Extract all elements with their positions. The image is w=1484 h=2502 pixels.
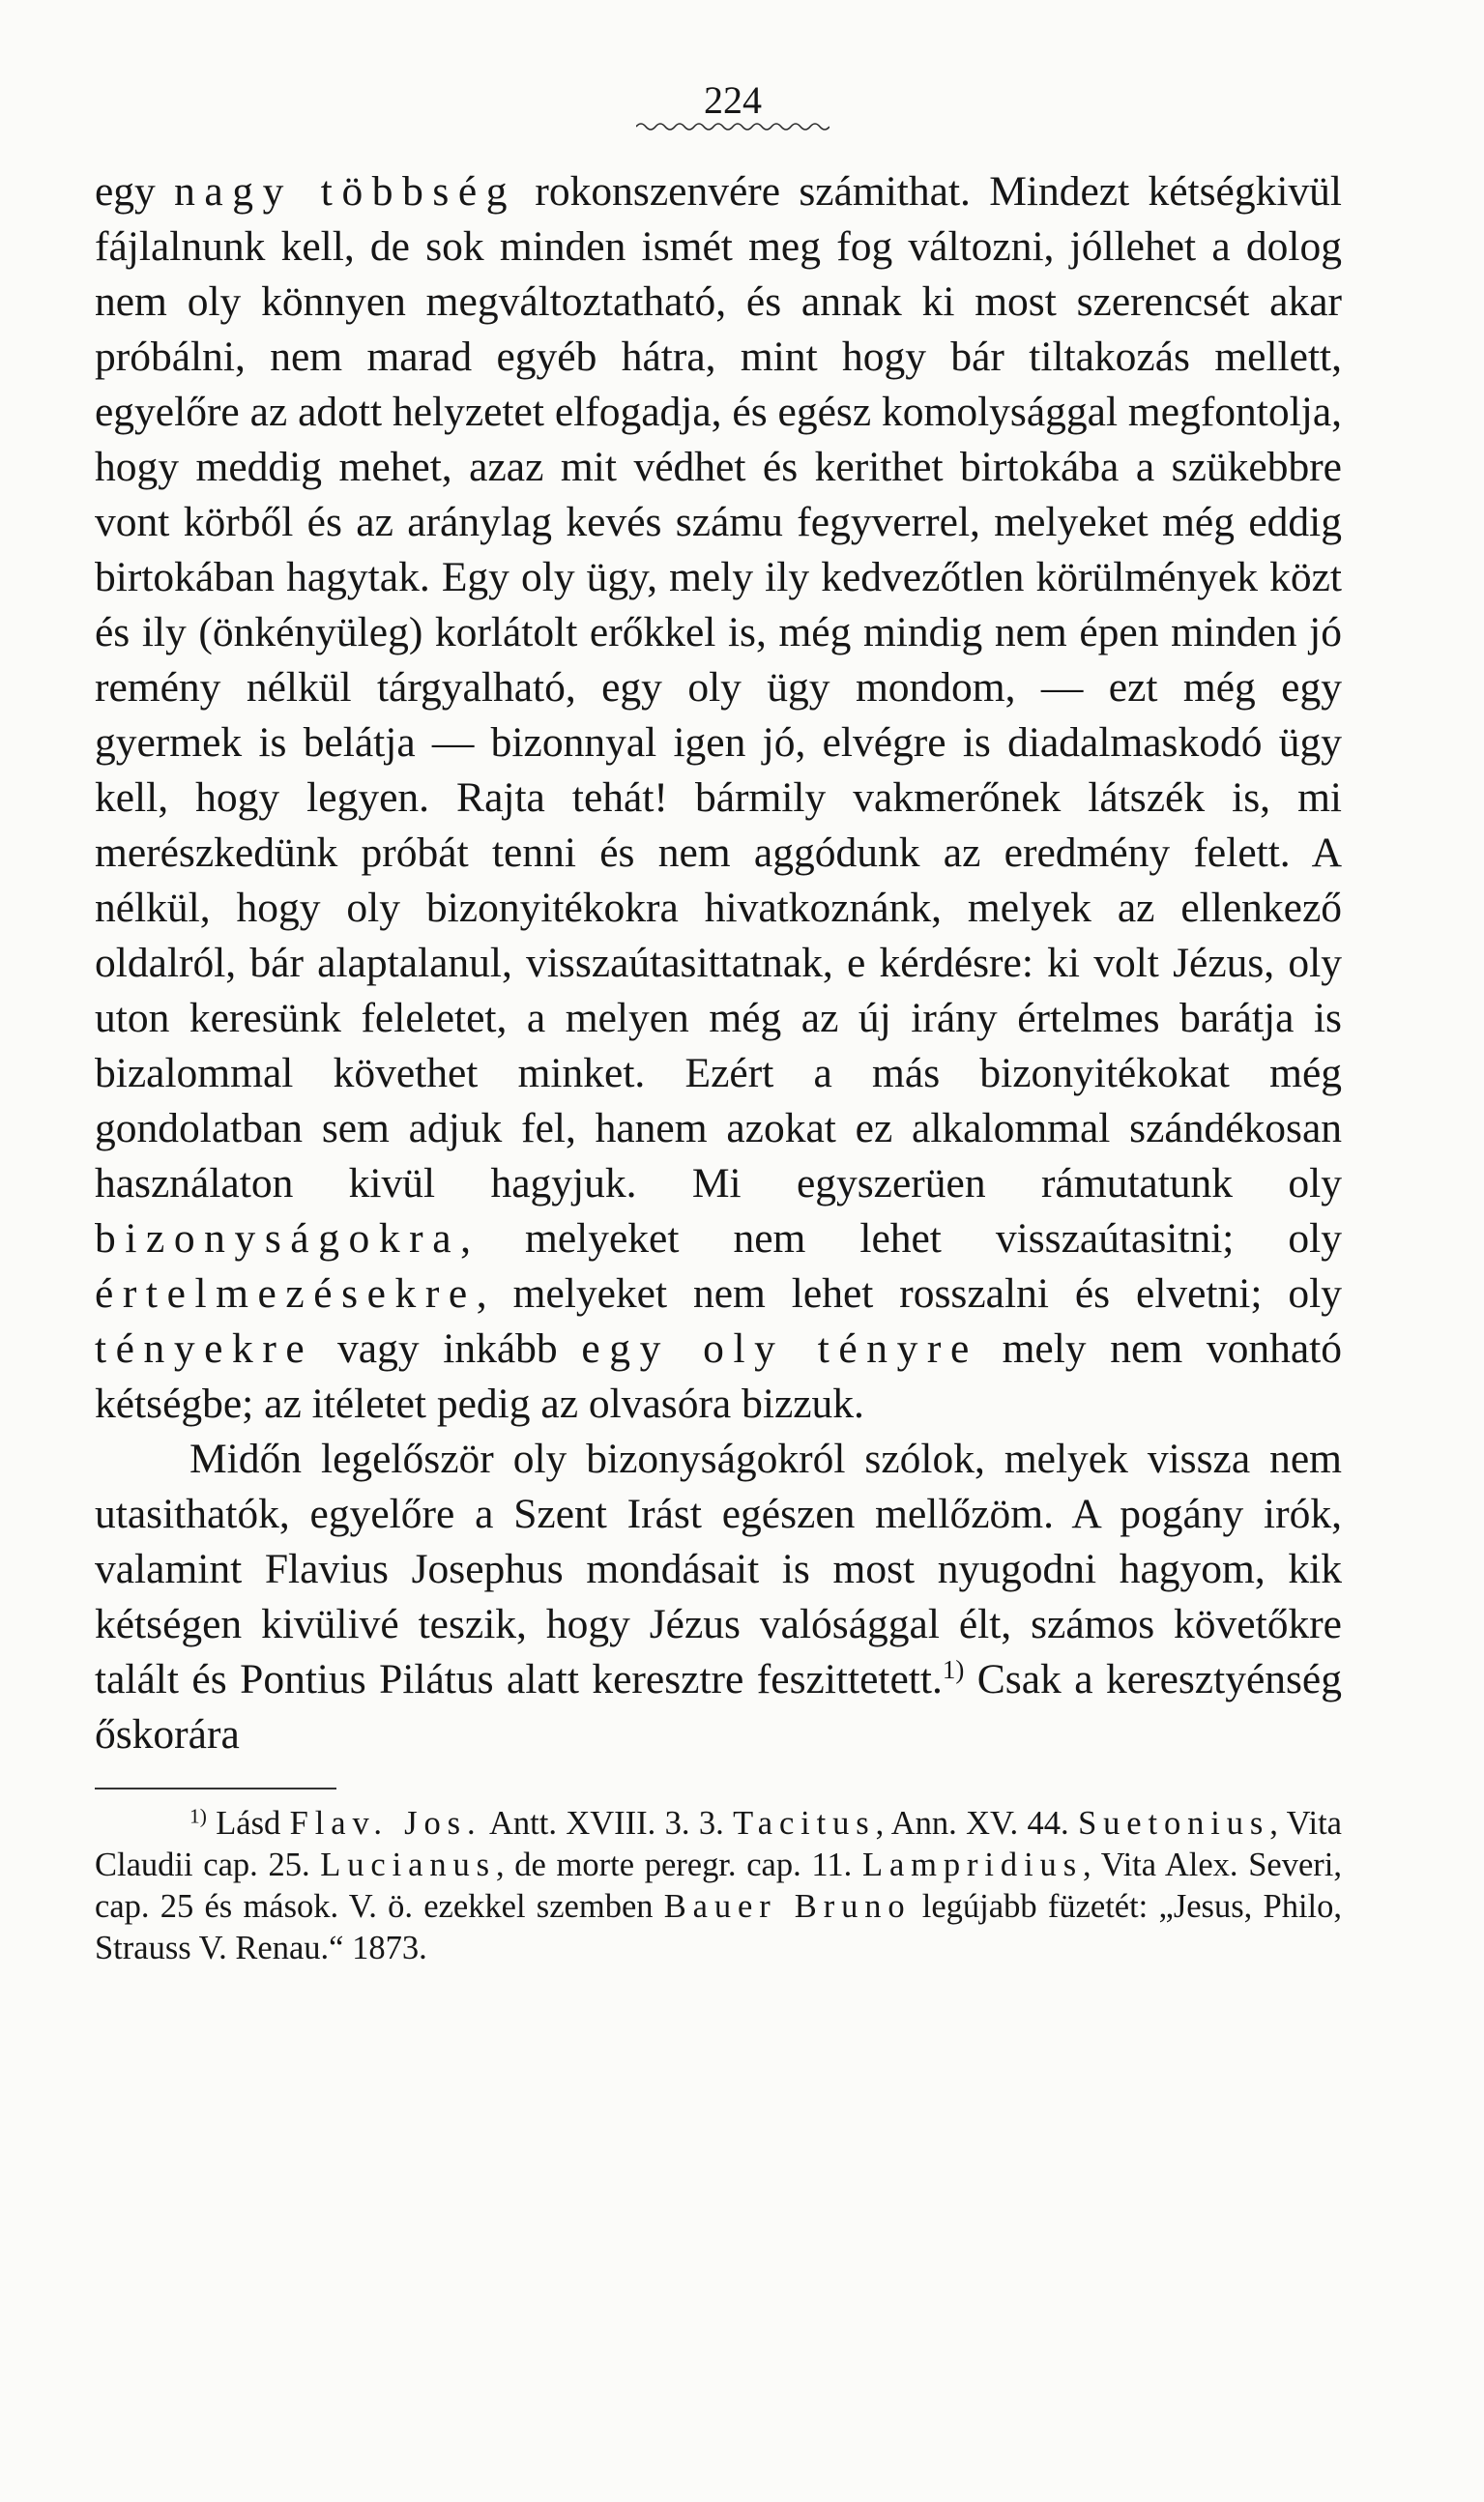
spaced-emphasis: Flav. Jos.: [289, 1805, 482, 1842]
paragraph-2: [95, 1432, 1342, 1762]
text-run: mely nem vonható kétségbe; az itéletet pedig az olvasóra bizzuk.: [95, 1325, 1343, 1427]
text-run: legújabb füzetét: „Jesus, Philo, Strauss V. Renau.“ 1873.: [95, 1888, 1343, 1966]
spaced-emphasis: Tacitus: [733, 1805, 876, 1842]
footnote: [95, 1803, 1342, 1969]
text-run: , Vita Claudii cap. 25.: [95, 1805, 1342, 1883]
spaced-emphasis: Bauer Bruno: [663, 1888, 912, 1925]
text-run: Midőn legelőször oly bizonyságokról szólok, melyek vissza nem utasithatók, egyelőre a Szent Irást egészen mellőzöm. A pogány irók, valamint Flavius Josephus mondásait is most nyugodni hagyom, kik kétségen kivülivé teszik, hogy Jézus valósággal élt, számos követőkre talált és Pontius Pilátus alatt keresztre feszittetett.: [95, 1436, 1342, 1702]
footnote-divider: [95, 1788, 336, 1789]
wavy-ornament-icon: [124, 120, 1342, 133]
text-run: rokonszenvére számithat. Mindezt kétségkivül fájlalnunk kell, de sok minden ismét meg fog változni, jóllehet a dolog nem oly könnyen megváltoztatható, és annak ki most szerencsét akar próbálni, nem marad egyéb hátra, mint hogy bár tiltakozás mellett, egyelőre az adott helyzetet elfogadja, és egész komolysággal megfontolja, hogy meddig mehet, azaz mit védhet és kerithet birtokába a szükebbre vont körből és az aránylag kevés számu fegyverrel, melyeket még eddig birtokában hagytak. Egy oly ügy, mely ily kedvezőtlen körülmények közt és ily (önkényüleg) korlátolt erőkkel is, még mindig nem épen minden jó remény nélkül tárgyalható, egy oly ügy mondom, — ezt még egy gyermek is belátja — bizonnyal igen jó, elvégre is diadalmaskodó ügy kell, hogy legyen. Rajta tehát! bármily vakmerőnek látszék is, mi merészkedünk próbát tenni és nem aggódunk az eredmény felett. A nélkül, hogy oly bizonyitékokra hivatkoznánk, melyek az ellenkező oldalról, bár alaptalanul, visszaútasittatnak, e kérdésre: ki volt Jézus, oly uton keresünk feleletet, a melyen még az új irány értelmes barátja is bizalommal követhet minket. Ezért a más bizonyitékokat még gondolatban sem adjuk fel, hanem azokat ez alkalommal szándékosan használaton kivül hagyjuk. Mi egyszerüen rámutatunk oly: [95, 168, 1342, 1207]
spaced-emphasis: tényekre: [95, 1325, 314, 1372]
book-page: [95, 77, 1342, 1969]
text-run: Lásd: [206, 1805, 290, 1842]
text-run: vagy inkább: [313, 1325, 582, 1372]
spaced-emphasis: bizonyságokra: [95, 1215, 461, 1262]
spaced-emphasis: egy oly tényre: [581, 1325, 978, 1372]
footnote-text: [95, 1803, 1342, 1969]
text-run: Antt. XVIII. 3. 3.: [481, 1805, 734, 1842]
text-run: egy: [95, 168, 175, 215]
spaced-emphasis: értelmezésekre: [95, 1270, 477, 1317]
text-run: Csak a keresztyénség őskorára: [95, 1656, 1342, 1758]
paragraph-1: [95, 164, 1342, 1432]
spaced-emphasis: nagy többség: [174, 168, 517, 215]
page-number: 224: [704, 78, 762, 122]
spaced-emphasis: Suetonius: [1078, 1805, 1270, 1842]
text-run: , de morte peregr. cap. 11.: [495, 1847, 862, 1883]
footnote-marker: 1): [942, 1655, 965, 1685]
text-run: , melyeket nem lehet visszaútasitni; oly: [460, 1215, 1342, 1262]
text-run: , Vita Alex. Severi, cap. 25 és mások. V. ö. ezekkel szemben: [95, 1847, 1342, 1925]
text-run: , melyeket nem lehet rosszalni és elvetni; oly: [476, 1270, 1342, 1317]
text-run: , Ann. XV. 44.: [875, 1805, 1079, 1842]
body-text: [95, 164, 1342, 1762]
spaced-emphasis: Lampridius: [861, 1847, 1084, 1883]
spaced-emphasis: Lucianus: [320, 1847, 496, 1883]
footnote-marker: 1): [189, 1804, 207, 1828]
